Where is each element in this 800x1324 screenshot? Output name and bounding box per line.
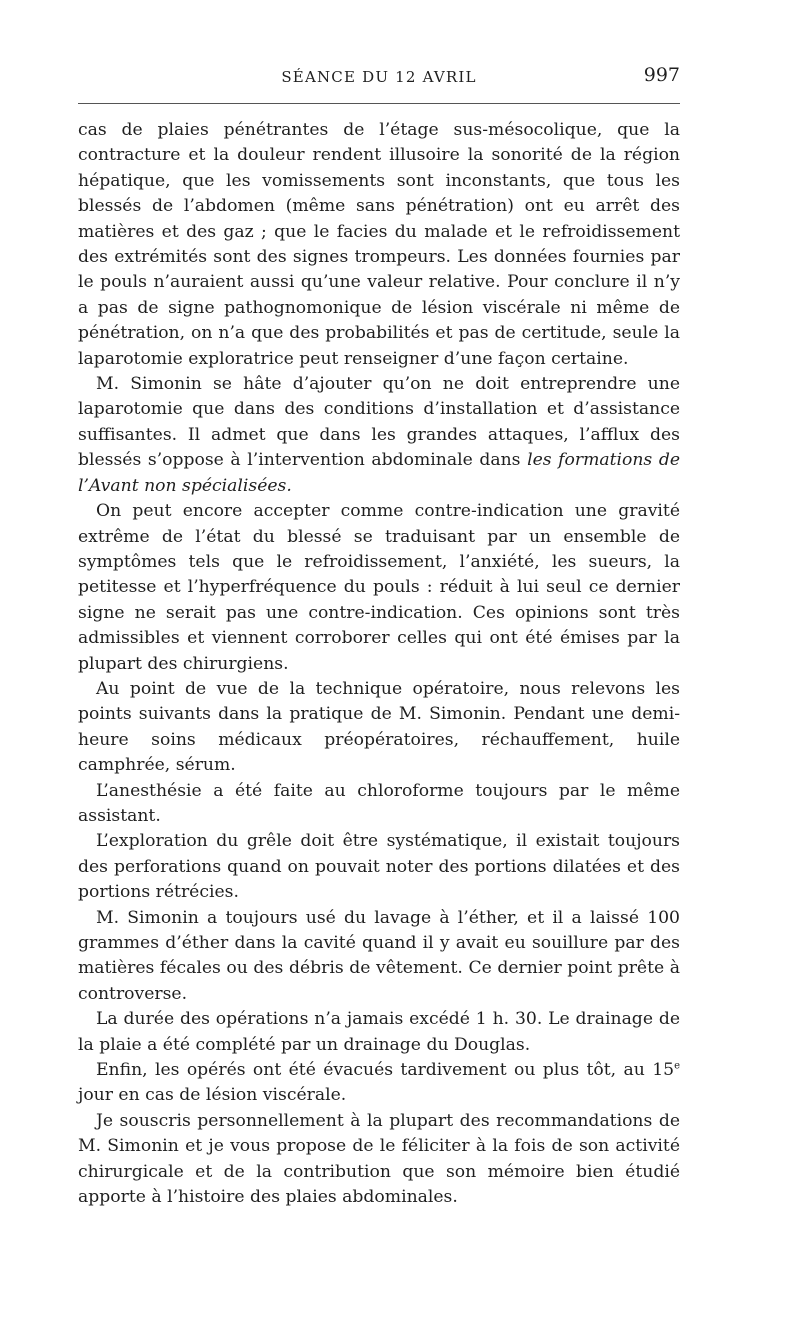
paragraph-9 <box>78 1058 680 1109</box>
body-text <box>78 118 680 1210</box>
paragraph-2-italic: les formations de l’Avant non spécialisées. <box>78 450 680 496</box>
paragraph-5: L’anesthésie a été faite au chloroforme toujours par le même assistant. <box>78 780 680 826</box>
paragraph-4: Au point de vue de la technique opératoire, nous relevons les points suivants dans la pratique de M. Simonin. Pendant une demi-heure soins médicaux préopératoires, réchauffement, huile camphrée, sérum. <box>78 678 680 776</box>
paragraph-1: cas de plaies pénétrantes de l’étage sus-mésocolique, que la contracture et la douleur rendent illusoire la sonorité de la région hépatique, que les vomissements sont inconstants, que tous les blessés de l’abdomen (même sans pénétration) ont eu arrêt des matières et des gaz ; que le facies du malade et le refroidissement des extrémités sont des signes trompeurs. Les données fournies par le pouls n’auraient aussi qu’une valeur relative. Pour conclure il n’y a pas de signe pathognomonique de lésion viscérale ni même de pénétration, on n’a que des probabilités et pas de certitude, seule la laparotomie exploratrice peut renseigner d’une façon certaine. <box>78 120 680 369</box>
paragraph-8: La durée des opérations n’a jamais excédé 1 h. 30. Le drainage de la plaie a été complété par un drainage du Douglas. <box>78 1009 680 1055</box>
paragraph-2-text: M. Simonin se hâte d’ajouter qu’on ne doit entreprendre une laparotomie que dans des conditions d’installation et d’assistance suffisantes. Il admet que dans les grandes attaques, l’afflux des blessés s’oppose à l’intervention abdominale dans <box>78 374 680 471</box>
paragraph-10: Je souscris personnellement à la plupart des recommandations de M. Simonin et je vous propose de le féliciter à la fois de son activité chirurgicale et de la contribution que son mémoire bien étudié apporte à l’histoire des plaies abdominales. <box>78 1110 680 1208</box>
ordinal-superscript: e <box>674 1060 680 1072</box>
paragraph-9-tail: jour en cas de lésion viscérale. <box>78 1085 347 1106</box>
header-rule <box>78 103 680 104</box>
running-header <box>78 64 680 94</box>
paragraph-3: On peut encore accepter comme contre-indication une gravité extrême de l’état du blessé se traduisant par un ensemble de symptômes tels que le refroidissement, l’anxiété, les sueurs, la petitesse et l’hyperfréquence du pouls : réduit à lui seul ce dernier signe ne serait pas une contre-indication. Ces opinions sont très admissibles et viennent corroborer celles qui ont été émises par la plupart des chirurgiens. <box>78 501 680 674</box>
paragraph-9-text: Enfin, les opérés ont été évacués tardivement ou plus tôt, au 15 <box>96 1060 675 1081</box>
paragraph-2 <box>78 372 680 499</box>
paragraph-6: L’exploration du grêle doit être systématique, il existait toujours des perforations quand on pouvait noter des portions dilatées et des portions rétrécies. <box>78 831 680 903</box>
page-number: 997 <box>643 64 680 86</box>
header-title: SÉANCE DU 12 AVRIL <box>281 68 477 86</box>
paragraph-7: M. Simonin a toujours usé du lavage à l’éther, et il a laissé 100 grammes d’éther dans la cavité quand il y avait eu souillure par des matières fécales ou des débris de vêtement. Ce dernier point prête à controverse. <box>78 907 680 1004</box>
